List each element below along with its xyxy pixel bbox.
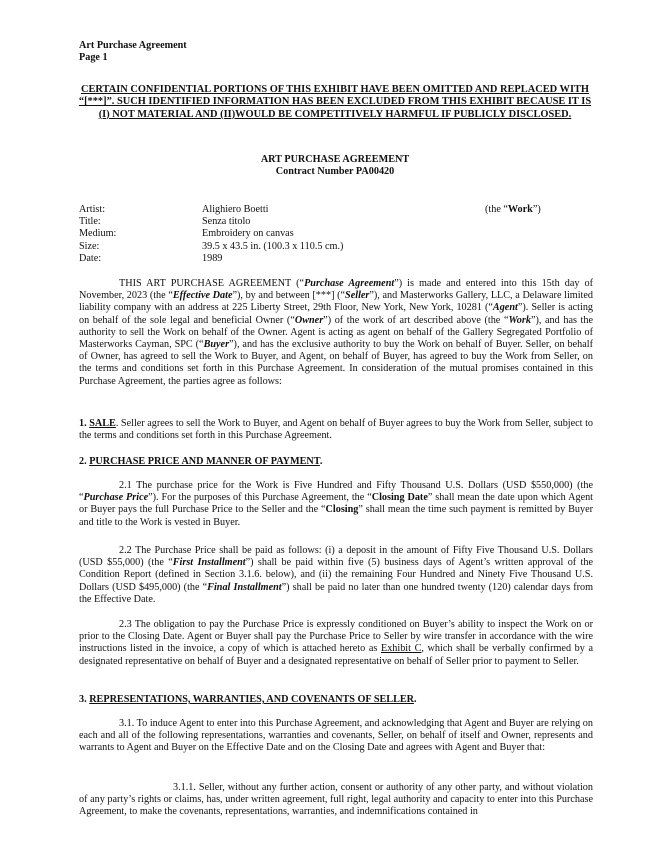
field-label: Artist: (79, 204, 106, 215)
contract-number: Contract Number PA00420 (275, 166, 395, 178)
field-value: Alighiero Boetti (202, 204, 269, 215)
paragraph-2-3: 2.3 The obligation to pay the Purchase Price is expressly conditioned on Buyer’s ability to inspect the Work on or prior to the Closing Date. Agent or Buyer shall pay the Purchase Price to Seller by wire transfer in accordance with the wire instructions listed in the invoice, a copy of which is attached hereto as Exhibit C, which shall be verbally confirmed by a designated representative on behalf of Buyer and a designated representative on behalf of Seller prior to payment to Seller. (79, 619, 593, 667)
running-header-title: Art Purchase Agreement (79, 40, 187, 51)
work-details (79, 204, 599, 265)
field-row (79, 228, 599, 240)
section-heading-sale: SALE (89, 418, 116, 429)
section-2-heading: 2. PURCHASE PRICE AND MANNER OF PAYMENT. (79, 456, 323, 467)
field-row (79, 253, 599, 265)
intro-paragraph: THIS ART PURCHASE AGREEMENT (“Purchase Agreement”) is made and entered into this 15th day of November, 2023 (the “Effective Date”), by and between [***] (“Seller”), and Masterworks Gallery, LLC, a Delaware limited liability company with an address at 225 Liberty Street, 29th Floor, New York, New York, 10281 (“Agent”). Seller is acting on behalf of the sole legal and beneficial Owner (“Owner”) of the work of art described above (the “Work”), and has the authority to sell the Work on behalf of the Owner. Agent is acting as agent on behalf of the Gallery Segregated Portfolio of Masterworks Cayman, SPC (“Buyer”), and has the exclusive authority to buy the Work on behalf of Buyer. Seller, on behalf of Owner, has agreed to sell the Work to Buyer, and Agent, on behalf of Buyer, has agreed to buy the Work from Seller, on the terms and conditions set forth in this Purchase Agreement. In consideration of the mutual promises contained in this Purchase Agreement, the parties agree as follows: (79, 278, 594, 387)
field-row (79, 241, 599, 253)
field-label: Title: (79, 216, 101, 228)
agreement-title: ART PURCHASE AGREEMENT (260, 154, 410, 165)
paragraph-3-1: 3.1. To induce Agent to enter into this Purchase Agreement, and acknowledging that Agent and Buyer are relying on each and all of the following representations, warranties and covenants, Seller, on behalf of itself and Owner, represents and warrants to Agent and Buyer on the Effective Date and on the Closing Date and agrees with Agent and Buyer that: (79, 718, 593, 754)
field-value: 1989 (202, 252, 223, 264)
field-label: Date: (79, 252, 102, 264)
paragraph-2-2: 2.2 The Purchase Price shall be paid as follows: (i) a deposit in the amount of Fifty Five Thousand U.S. Dollars (USD $55,000) (the “First Installment”) shall be paid within five (5) business days of Agent’s written approval of the Condition Report (defined in Section 3.1.6. below), and (ii) the remaining Four Hundred and Ninety Five Thousand U.S. Dollars (USD $495,000) (the “Final Installment”) shall be paid no later than one hundred twenty (120) calendar days from the Effective Date. (79, 545, 594, 605)
work-definition-note: (the “Work”) (485, 204, 541, 215)
running-header-page: Page 1 (79, 52, 108, 63)
section-1-sale: 1. SALE. Seller agrees to sell the Work to Buyer, and Agent on behalf of Buyer agrees to buy the Work from Seller, subject to the terms and conditions set forth in this Purchase Agreement. (79, 418, 593, 442)
field-value: Senza titolo (202, 216, 251, 228)
field-row (79, 204, 599, 216)
section-3-heading: 3. REPRESENTATIONS, WARRANTIES, AND COVENANTS OF SELLER. (79, 694, 417, 705)
paragraph-2-1: 2.1 The purchase price for the Work is Five Hundred and Fifty Thousand U.S. Dollars (USD $550,000) (the “Purchase Price”). For the purposes of this Purchase Agreement, the “Closing Date” shall mean the date upon which Agent or Buyer pays the full Purchase Price to the Seller and the “Closing” shall mean the time such payment is remitted by Buyer and title to the Work is vested in Buyer. (79, 480, 594, 528)
field-row (79, 216, 599, 228)
agreement-title-block (74, 154, 596, 178)
paragraph-3-1-1: 3.1.1. Seller, without any further action, consent or authority of any other party, and without violation of any party’s rights or claims, has, under written agreement, full right, legal authority and capacity to enter into this Purchase Agreement, to make the covenants, representations, warranties, and indemnifications contained in (79, 782, 593, 818)
field-label: Size: (79, 240, 100, 252)
field-value: Embroidery on canvas (202, 228, 294, 240)
field-label: Medium: (79, 228, 117, 240)
confidentiality-notice: CERTAIN CONFIDENTIAL PORTIONS OF THIS EXHIBIT HAVE BEEN OMITTED AND REPLACED WITH “[***]”. SUCH IDENTIFIED INFORMATION HAS BEEN EXCLUDED FROM THIS EXHIBIT BECAUSE IT IS (I) NOT MATERIAL AND (II)WOULD BE COMPETITIVELY HARMFUL IF PUBLICLY DISCLOSED. (78, 84, 592, 120)
exhibit-c-reference: Exhibit C (380, 643, 422, 655)
field-value: 39.5 x 43.5 in. (100.3 x 110.5 cm.) (202, 240, 344, 252)
